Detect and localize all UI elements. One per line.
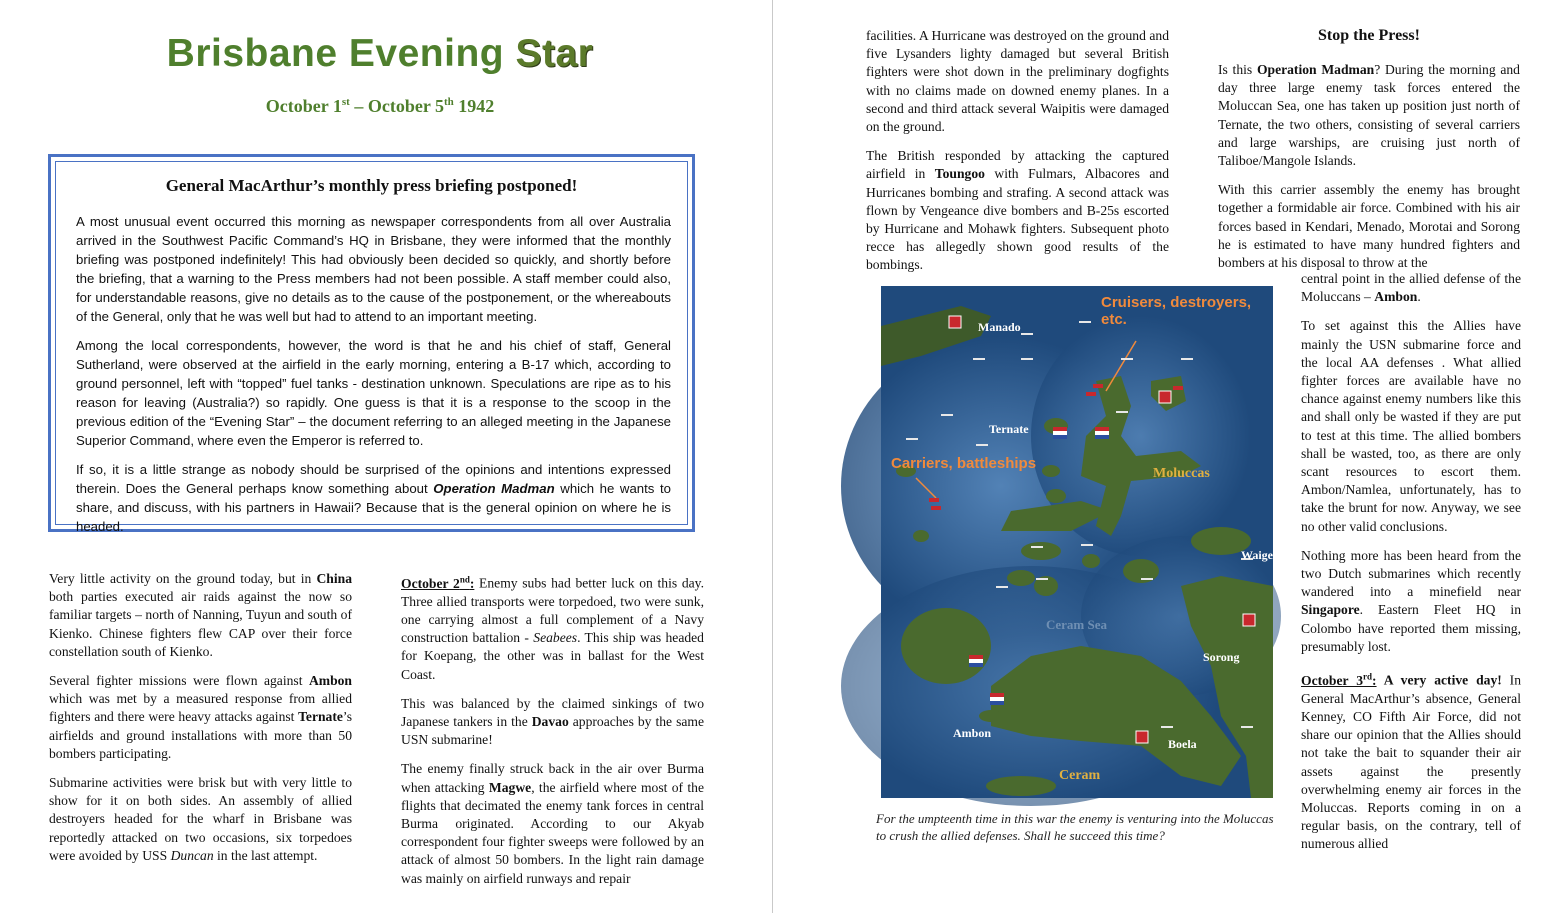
map-label-ternate: Ternate — [989, 422, 1029, 436]
stop-press-lower — [1301, 270, 1521, 865]
briefing-paragraph: Among the local correspondents, however, the word is that he and his chief of staff, General Sutherland, were observed at the airfield in the early morning, entering a B-17 which, according to ground personnel, left with “topped” fuel tanks - destination unknown. Speculations are ripe as to his reason for leaving (Australia?) so rapidly. One guess is that it is a response to the scoop in the previous edition of the “Evening Star” – the document referring to an alleged meeting in the Japanese Superior Command, where even the Emperor is referred to. — [76, 338, 671, 448]
article-paragraph: Nothing more has been heard from the two Dutch submarines which recently wandered into a minefield near Singapore. Eastern Fleet HQ in Colombo have reported them missing, presumably lost. — [1301, 547, 1521, 654]
base-marker-icon — [1136, 731, 1148, 743]
dateline: October 1st – October 5th 1942 — [265, 96, 495, 116]
briefing-paragraph: If so, it is a little strange as nobody should be surprised of the opinions and intentions expressed therein. Does the General perhaps know something about Operation Madman which he wants to share, and discuss, with his partners in Hawaii? Because that is the general opinion on where he is headed. — [76, 462, 672, 534]
annotation-carriers: Carriers, battleships — [891, 455, 1037, 472]
dutch-flag-icon — [1053, 427, 1067, 439]
masthead-main: Brisbane Evening — [166, 32, 516, 75]
column-3 — [866, 27, 1169, 286]
dutch-flag-icon — [969, 655, 983, 667]
date-heading: October 2nd: — [401, 574, 475, 591]
briefing-body — [76, 212, 671, 546]
map-label-moluccas: Moluccas — [1153, 466, 1210, 481]
article-paragraph: Several fighter missions were flown against Ambon which was met by a measured response from allied fighters and there were heavy attacks against Ternate’s airfields and ground installations with more than 50 bombers participating. — [49, 673, 352, 761]
article-paragraph: facilities. A Hurricane was destroyed on the ground and five Lysanders lighty damaged but several British fighters were shot down in the preliminary dogfights with no claims made on downed enemy planes. In a second and third attack several Waipitis were damaged on the ground. — [866, 28, 1169, 135]
article-paragraph: October 3rd: A very active day! In General MacArthur’s absence, General Kenney, CO Fifth Air Force, did not share our opinion that the Allies should not take the bait to squander their air assets against the presently overwhelming enemy air forces in the Moluccas. Reports coming in on a regular basis, on the contrary, tell of numerous allied — [1301, 671, 1521, 852]
article-paragraph: Is this Operation Madman? During the morning and day three large enemy task forces entered the Moluccan Sea, one has taken up position just north of Ternate, the two others, consisting of several carriers and large warships, are cruising just north of Taliboe/Mangole Islands. — [1218, 62, 1520, 169]
moluccas-map — [881, 286, 1279, 798]
article-paragraph: October 2nd: Enemy subs had better luck on this day. Three allied transports were torpedoed, two were sunk, one carrying almost a full complement of a Navy construction battalion - Seabees. This ship was headed for Koepang, the other was in ballast for the West Coast. — [401, 574, 704, 682]
column-1 — [49, 570, 352, 876]
map-label-ceram: Ceram — [1059, 768, 1101, 783]
article-paragraph: The enemy finally struck back in the air over Burma when attacking Magwe, the airfield where most of the flights that decimated the enemy tank forces in central Burma originated. According to our Akyab correspondent four fighter sweeps were followed by an attack of almost 50 bombers. In the light rain damage was mainly on airfield runways and repair — [401, 761, 704, 886]
article-paragraph: This was balanced by the claimed sinkings of two Japanese tankers in the Davao approaches by the same USN submarine! — [401, 695, 704, 748]
briefing-box — [48, 154, 695, 532]
article-paragraph: To set against this the Allies have mainly the USN submarine force and the local AA defenses . What allied fighter forces are available have no chance against enemy numbers like this and shall only be wasted if they are put to test at this time. The allied bombers shall be wasted, too, as there are only scant resources to escort them. Ambon/Namlea, unfortunately, has to take the brunt for now. Anyway, we see no other valid conclusions. — [1301, 318, 1521, 534]
page-divider — [772, 0, 773, 913]
map-image — [881, 286, 1279, 798]
masthead-star: Star — [515, 32, 594, 75]
map-caption: For the umpteenth time in this war the enemy is venturing into the Moluccas to crush the allied defenses. Shall he succeed this time? — [876, 811, 1274, 843]
map-label-boela: Boela — [1168, 737, 1197, 751]
article-paragraph: Very little activity on the ground today, but in China both parties executed air raids against the now so familiar targets – north of Nanning, Tuyun and south of Kienko. Chinese fighters flew CAP over their force constellation south of Kienko. — [49, 571, 352, 659]
base-marker-icon — [949, 316, 961, 328]
stop-press-upper — [1218, 61, 1520, 272]
briefing-headline: General MacArthur’s monthly press briefing postponed! — [165, 176, 578, 195]
briefing-box-inner — [55, 161, 688, 534]
column-2 — [401, 570, 704, 899]
article-paragraph: The British responded by attacking the captured airfield in Toungoo with Fulmars, Albacores and Hurricanes bombing and strafing. A second attack was flown by Vengeance dive bombers and B-25s escorted by Hurricane and Mohawk fighters. Subsequent photo recce has allegedly shown good results of the bombings. — [866, 148, 1169, 273]
base-marker-icon — [1159, 391, 1171, 403]
date-heading: October 3rd: — [1301, 671, 1377, 688]
masthead-title — [0, 32, 760, 76]
article-paragraph: central point in the allied defense of the Moluccans – Ambon. — [1301, 271, 1521, 305]
briefing-paragraph: A most unusual event occurred this morning as newspaper correspondents from all over Australia arrived in the Southwest Pacific Command’s HQ in Brisbane, they were informed that the monthly briefing was postponed indefinitely! This had obviously been decided so quickly, and shortly before the briefing, that a warning to the Press members had not been possible. A staff member could also, for understandable reasons, give no details as to the cause of the postponement, or the whereabouts of the General, only that he was well but had to attend to an important meeting. — [76, 214, 671, 324]
annotation-cruisers: Cruisers, destroyers, etc. — [1101, 294, 1252, 328]
stop-press-title: Stop the Press! — [1318, 27, 1420, 44]
map-label-waigeo: Waigeo — [1241, 548, 1279, 562]
article-paragraph: Submarine activities were brisk but with very little to show for it on both sides. An assembly of allied destroyers headed for the wharf in Brisbane was reportedly attacked on two occasions, six torpedoes were avoided by USS Duncan in the last attempt. — [49, 775, 352, 863]
map-label-sorong: Sorong — [1203, 650, 1240, 664]
land-buru — [901, 608, 991, 684]
article-paragraph: With this carrier assembly the enemy has brought together a formidable air force. Combined with his air forces based in Kendari, Menado, Morotai and Sorong he is estimated to have many hundred fighters and bombers at his disposal to throw at the — [1218, 182, 1520, 271]
map-label-ambon: Ambon — [953, 726, 992, 740]
map-label-sea: Ceram Sea — [1046, 617, 1108, 632]
map-label-manado: Manado — [978, 320, 1021, 334]
dutch-flag-icon — [990, 693, 1004, 705]
dutch-flag-icon — [1095, 427, 1109, 439]
base-marker-icon — [1243, 614, 1255, 626]
